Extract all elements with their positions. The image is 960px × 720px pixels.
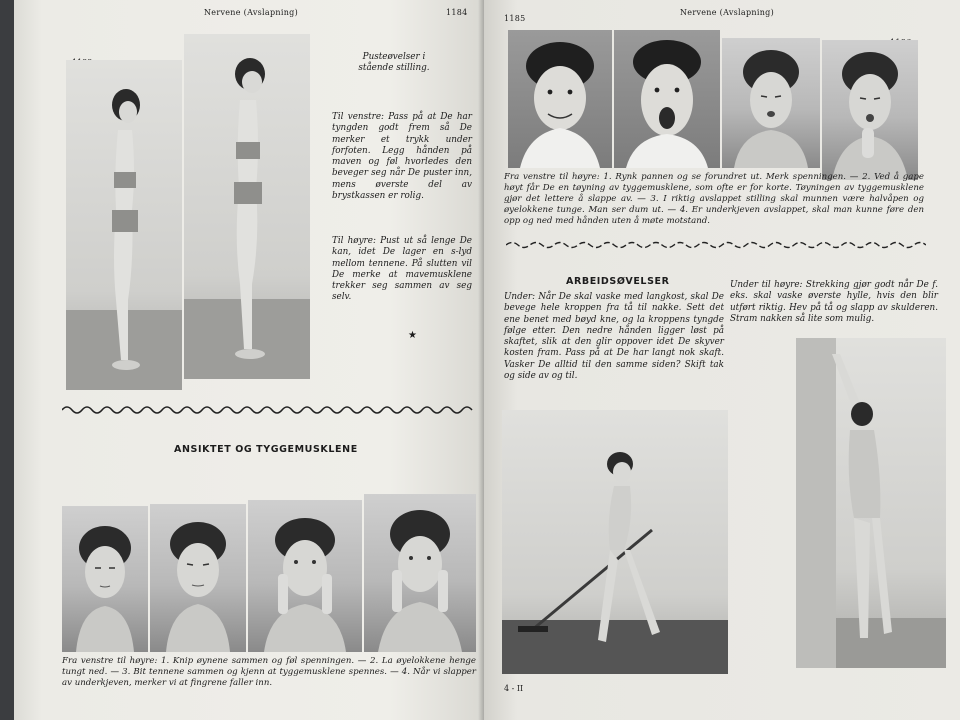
face-2-figure [150, 504, 246, 652]
under-til-hoyre-text: Under til høyre: Strekking gjør godt når De f. eks. skal vaske øverste hylle, hvis den blir utført riktig. Hev på tå og slapp av skulderen. Stram nakken så lite som mulig. [730, 280, 938, 324]
face-4-figure [364, 494, 476, 652]
right-page [484, 0, 960, 720]
section-title-arbeidsovelser: ARBEIDSØVELSER [566, 276, 670, 287]
wavy-divider-right [506, 238, 926, 252]
top-face-3-figure [722, 38, 820, 168]
top-face-2-figure [614, 30, 720, 168]
caption-til-hoyre: Til høyre: Pust ut så lenge De kan, idet De lager en s-lyd mellom tennene. På slutten vil De merke at mavemusklene trekker seg sammen av seg selv. [332, 236, 472, 303]
wavy-divider-left [62, 402, 474, 418]
stretching-woman-figure [796, 338, 946, 668]
face-1-figure [62, 506, 148, 652]
face-photo-3 [248, 500, 362, 652]
running-head-right: Nervene (Avslapning) [680, 8, 774, 17]
caption-til-venstre: Til venstre: Pass på at De har tyngden godt frem så De merker et trykk under forfoten. Legg hånden på maven og føl hvorledes den beveger seg når De puster inn, mens øverste del av brystkassen er rolig. [332, 112, 472, 202]
under-text: Under: Når De skal vaske med langkost, skal De bevege hele kroppen fra tå til nakke. Sett det ene benet med bøyd kne, og la kroppens tyngde følge etter. Den nedre hånden ligger løst på skaftet, slik at den glir oppover idet De skyver kosten fram. Pass på at De har langt nok skaft. Vasker De alltid til den samme siden? Skift tak og side av og til. [504, 292, 724, 382]
face-3-figure [248, 500, 362, 652]
standing-photo-right [184, 34, 310, 379]
face-caption-left: Fra venstre til høyre: 1. Knip øynene sammen og føl spenningen. — 2. La øyelokkene henge tungt ned. — 3. Bit tennene sammen og kjenn at tyggemusklene spennes. — 4. Når vi slapper av underkjeven, merker vi at fingrene faller inn. [62, 656, 476, 688]
top-face-caption: Fra venstre til høyre: 1. Rynk pannen og se forundret ut. Merk spenningen. — 2. Ved å gape høyt får De en tøyning av tyggemusklene, som ofte er for korte. Tøyningen av tyggemusklene gjør det lettere å slappe av. — 3. I riktig avslappet stilling skal munnen være halvåpen og øyelokkene tunge. Man ser dum ut. — 4. Er underkjeven avslappet, skal man kunne føre den opp og ned med hånden uten å møte motstand. [504, 172, 924, 226]
top-face-photo-4 [822, 40, 918, 180]
left-page [14, 0, 484, 720]
top-face-1-figure [508, 30, 612, 168]
standing-photo-left [66, 60, 182, 390]
page-number-left-right: 1185 [504, 14, 526, 23]
standing-woman-figure [66, 60, 182, 390]
mopping-photo [502, 410, 728, 674]
top-face-photo-1 [508, 30, 612, 168]
breathing-exercise-title: Pusteøvelser i stående stilling. [358, 52, 430, 74]
top-face-4-figure [822, 40, 918, 180]
face-photo-4 [364, 494, 476, 652]
face-photo-1 [62, 506, 148, 652]
top-face-photo-2 [614, 30, 720, 168]
face-photo-2 [150, 504, 246, 652]
star-ornament: ★ [408, 330, 417, 341]
top-face-photo-3 [722, 38, 820, 168]
section-title-ansiktet: ANSIKTET OG TYGGEMUSKLENE [174, 444, 358, 455]
mopping-woman-figure [502, 410, 728, 674]
footer-signature: 4 - II [504, 684, 524, 693]
running-head-left: Nervene (Avslapning) [204, 8, 298, 17]
stretching-photo [796, 338, 946, 668]
page-number-top-left: 1184 [446, 8, 468, 17]
standing-woman-figure-2 [184, 34, 310, 379]
